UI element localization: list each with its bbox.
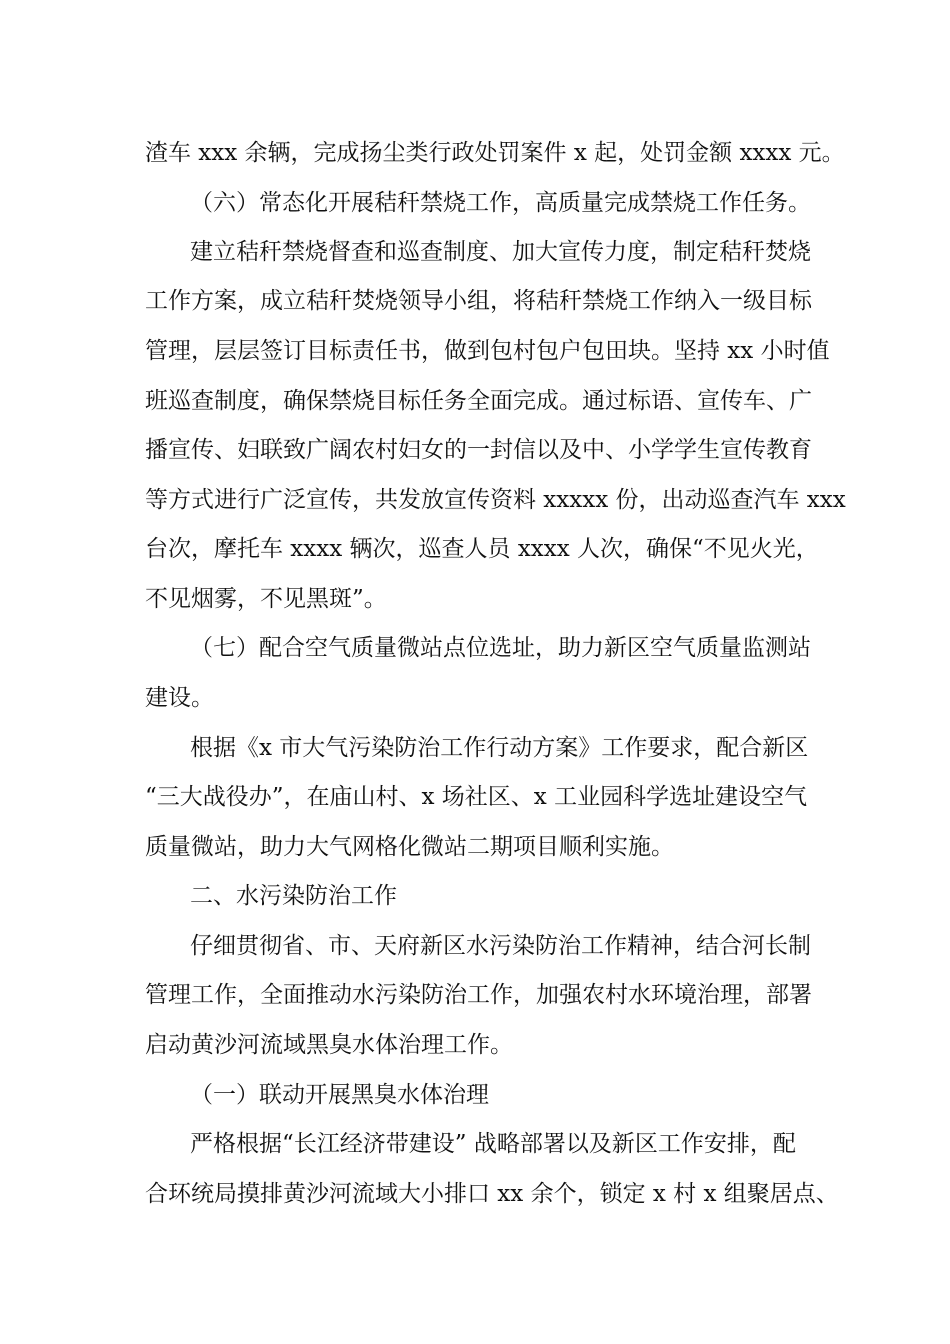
text-line: 管理，层层签订目标责任书，做到包村包户包田块。坚持 xx 小时值 [145,338,830,364]
text-line: 建设。 [145,685,214,711]
section-heading: 二、水污染防治工作 [190,883,397,909]
section-heading: （七）配合空气质量微站点位选址，助力新区空气质量监测站 [190,635,811,661]
text-line: 建立秸秆禁烧督查和巡查制度、加大宣传力度，制定秸秆焚烧 [190,239,811,265]
text-line: 播宣传、妇联致广阔农村妇女的一封信以及中、小学学生宣传教育 [145,437,812,463]
text-line: 仔细贯彻省、市、天府新区水污染防治工作精神，结合河长制 [190,933,811,959]
text-line: 渣车 xxx 余辆，完成扬尘类行政处罚案件 x 起，处罚金额 xxxx 元。 [145,140,845,166]
text-line: 等方式进行广泛宣传，共发放宣传资料 xxxxx 份，出动巡查汽车 xxx [145,487,846,513]
text-line: 启动黄沙河流域黑臭水体治理工作。 [145,1032,513,1058]
text-line: 不见烟雾，不见黑斑”。 [145,586,387,612]
text-line: 严格根据“长江经济带建设” 战略部署以及新区工作安排，配 [190,1131,796,1157]
text-line: “三大战役办”，在庙山村、x 场社区、x 工业园科学选址建设空气 [145,784,808,810]
text-line: 根据《x 市大气污染防治工作行动方案》工作要求，配合新区 [190,735,809,761]
section-heading: （一）联动开展黑臭水体治理 [190,1082,489,1108]
text-line: 质量微站，助力大气网格化微站二期项目顺利实施。 [145,834,674,860]
section-heading: （六）常态化开展秸秆禁烧工作，高质量完成禁烧工作任务。 [190,190,811,216]
text-line: 工作方案，成立秸秆焚烧领导小组，将秸秆禁烧工作纳入一级目标 [145,288,812,314]
text-line: 班巡查制度，确保禁烧目标任务全面完成。通过标语、宣传车、广 [145,388,812,414]
text-line: 台次，摩托车 xxxx 辆次，巡查人员 xxxx 人次，确保“不见火光， [145,536,819,562]
text-line: 管理工作，全面推动水污染防治工作，加强农村水环境治理，部署 [145,982,812,1008]
text-line: 合环统局摸排黄沙河流域大小排口 xx 余个，锁定 x 村 x 组聚居点、 [145,1181,839,1207]
